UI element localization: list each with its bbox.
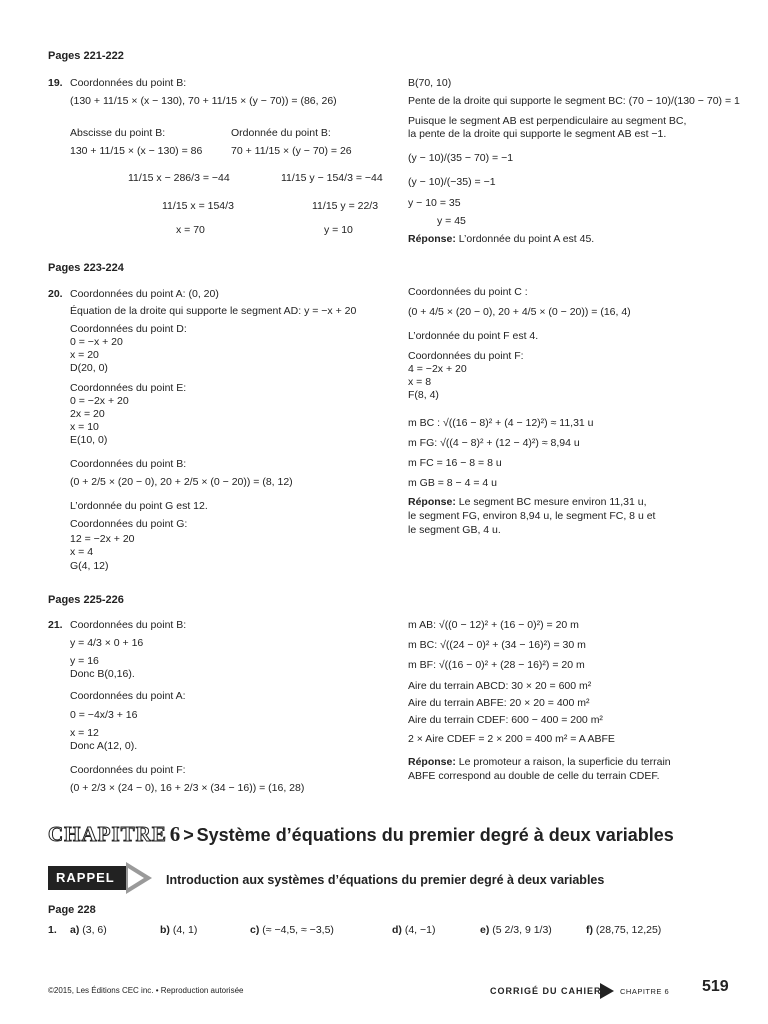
exercise-number-20: 20. (48, 288, 63, 300)
text-line: 0 = −4x/3 + 16 (70, 709, 138, 721)
rappel-arrow-inner (128, 868, 144, 888)
ex19-abs-step: 11/15 x − 286/3 = −44 (128, 172, 230, 184)
answer-label: Réponse: (408, 496, 456, 508)
ex19-right-line: la pente de la droite qui supporte le segment AB est −1. (408, 128, 667, 140)
exercise-number-21: 21. (48, 619, 63, 631)
footer-arrow-icon (600, 983, 614, 999)
text-line: G(4, 12) (70, 560, 109, 572)
chapter-heading: Système d’équations du premier degré à deux variables (196, 825, 674, 845)
ex19-line: (130 + 11/15 × (x − 130), 70 + 11/15 × (y − 70)) = (86, 26) (70, 95, 337, 107)
text-line: E(10, 0) (70, 434, 108, 446)
text-line: Coordonnées du point A: (70, 690, 186, 702)
text-line: Aire du terrain ABFE: 20 × 20 = 400 m² (408, 697, 590, 709)
text-line: 2x = 20 (70, 408, 105, 420)
text-line: m BC: √((24 − 0)² + (34 − 16)²) = 30 m (408, 639, 586, 651)
text-line: (0 + 2/3 × (24 − 0), 16 + 2/3 × (34 − 16)) = (16, 28) (70, 782, 305, 794)
text-line: Aire du terrain CDEF: 600 − 400 = 200 m² (408, 714, 603, 726)
ex19-right-line: Pente de la droite qui supporte le segment BC: (70 − 10)/(130 − 70) = 1 (408, 95, 740, 107)
ex19-right-line: y = 45 (437, 215, 466, 227)
ex19-ord-step: 70 + 11/15 × (y − 70) = 26 (231, 145, 352, 157)
text-line: Coordonnées du point F: (408, 350, 524, 362)
text-line: F(8, 4) (408, 389, 439, 401)
rappel-badge: RAPPEL (48, 866, 128, 890)
text-line: m FG: √((4 − 8)² + (12 − 4)²) ≈ 8,94 u (408, 437, 580, 449)
answer-a: a) (3, 6) (70, 924, 107, 936)
text-line: Coordonnées du point E: (70, 382, 187, 394)
ex21-answer (408, 756, 671, 769)
answer-text: le segment FG, environ 8,94 u, le segment FC, 8 u et (408, 510, 656, 522)
exercise-number-19: 19. (48, 77, 63, 89)
text-line: 2 × Aire CDEF = 2 × 200 = 400 m² = A ABFE (408, 733, 615, 745)
text-line: Coordonnées du point G: (70, 518, 188, 530)
ex19-ord-step: 11/15 y = 22/3 (312, 200, 379, 212)
rappel-intro: Introduction aux systèmes d’équations du premier degré à deux variables (166, 873, 605, 887)
ex19-abs-step: x = 70 (176, 224, 205, 236)
text-line: m FC = 16 − 8 = 8 u (408, 457, 502, 469)
pages-heading-221: Pages 221-222 (48, 50, 124, 62)
text-line: m BF: √((16 − 0)² + (28 − 16)²) = 20 m (408, 659, 585, 671)
answer-text: le segment GB, 4 u. (408, 524, 501, 536)
text-line: 12 = −2x + 20 (70, 533, 135, 545)
ex20-answer (408, 496, 647, 509)
answer-label: Réponse: (408, 233, 456, 245)
chapter-title (48, 822, 674, 847)
text-line: L’ordonnée du point G est 12. (70, 500, 208, 512)
answer-e: e) (5 2/3, 9 1/3) (480, 924, 552, 936)
page-number: 519 (702, 978, 729, 995)
footer-chapitre: CHAPITRE 6 (620, 987, 670, 996)
answer-d: d) (4, −1) (392, 924, 436, 936)
text-line: m GB = 8 − 4 = 4 u (408, 477, 498, 489)
text-line: Donc A(12, 0). (70, 740, 138, 752)
text-line: x = 12 (70, 727, 99, 739)
ex19-right-line: y − 10 = 35 (408, 197, 461, 209)
answer-text: Le segment BC mesure environ 11,31 u, (458, 496, 647, 508)
ex19-right-line: (y − 10)/(35 − 70) = −1 (408, 152, 514, 164)
ex19-right-line: B(70, 10) (408, 77, 452, 89)
chapter-word: CHAPITRE (48, 822, 167, 846)
pages-heading-223: Pages 223-224 (48, 262, 124, 274)
text-line: y = 16 (70, 655, 99, 667)
text-line: Coordonnées du point B: (70, 619, 187, 631)
ex19-right-line: Puisque le segment AB est perpendiculaire au segment BC, (408, 115, 687, 127)
answer-f: f) (28,75, 12,25) (586, 924, 662, 936)
ex19-ord-step: y = 10 (324, 224, 353, 236)
ex19-ord-title: Ordonnée du point B: (231, 127, 331, 139)
ex19-abs-step: 130 + 11/15 × (x − 130) = 86 (70, 145, 203, 157)
text-line: (0 + 2/5 × (20 − 0), 20 + 2/5 × (0 − 20)) = (8, 12) (70, 476, 293, 488)
text-line: Coordonnées du point A: (0, 20) (70, 288, 219, 300)
exercise-number-1: 1. (48, 924, 57, 936)
text-line: D(20, 0) (70, 362, 108, 374)
text-line: x = 10 (70, 421, 99, 433)
text-line: x = 8 (408, 376, 432, 388)
text-line: Coordonnées du point C : (408, 286, 528, 298)
text-line: Équation de la droite qui supporte le segment AD: y = −x + 20 (70, 305, 357, 317)
text-line: Coordonnées du point F: (70, 764, 186, 776)
answer-text: ABFE correspond au double de celle du terrain CDEF. (408, 770, 660, 782)
pages-heading-228: Page 228 (48, 904, 96, 916)
text-line: 4 = −2x + 20 (408, 363, 467, 375)
text-line: L’ordonnée du point F est 4. (408, 330, 539, 342)
answer-label: Réponse: (408, 756, 456, 768)
text-line: m BC : √((16 − 8)² + (4 − 12)²) ≈ 11,31 u (408, 417, 594, 429)
text-line: Coordonnées du point D: (70, 323, 187, 335)
text-line: y = 4/3 × 0 + 16 (70, 637, 144, 649)
footer-corrige: CORRIGÉ DU CAHIER (490, 986, 602, 996)
chapter-number: 6 (169, 822, 181, 846)
ex19-abs-title: Abscisse du point B: (70, 127, 166, 139)
text-line: m AB: √((0 − 12)² + (16 − 0)²) = 20 m (408, 619, 579, 631)
text-line: x = 20 (70, 349, 99, 361)
text-line: x = 4 (70, 546, 94, 558)
ex19-answer (408, 233, 594, 246)
answer-text: L’ordonnée du point A est 45. (458, 233, 595, 245)
pages-heading-225: Pages 225-226 (48, 594, 124, 606)
text-line: Donc B(0,16). (70, 668, 135, 680)
text-line: (0 + 4/5 × (20 − 0), 20 + 4/5 × (0 − 20)) = (16, 4) (408, 306, 631, 318)
text-line: Coordonnées du point B: (70, 458, 187, 470)
text-line: 0 = −2x + 20 (70, 395, 129, 407)
footer-copyright: ©2015, Les Éditions CEC inc. • Reproduction autorisée (48, 986, 244, 995)
answer-text: Le promoteur a raison, la superficie du terrain (458, 756, 671, 768)
text-line: 0 = −x + 20 (70, 336, 123, 348)
ex19-line: Coordonnées du point B: (70, 77, 187, 89)
text-line: Aire du terrain ABCD: 30 × 20 = 600 m² (408, 680, 592, 692)
answer-c: c) (≈ −4,5, ≈ −3,5) (250, 924, 334, 936)
ex19-ord-step: 11/15 y − 154/3 = −44 (281, 172, 383, 184)
chapter-arrow-icon: > (183, 825, 194, 845)
answer-b: b) (4, 1) (160, 924, 198, 936)
ex19-abs-step: 11/15 x = 154/3 (162, 200, 234, 212)
ex19-right-line: (y − 10)/(−35) = −1 (408, 176, 496, 188)
